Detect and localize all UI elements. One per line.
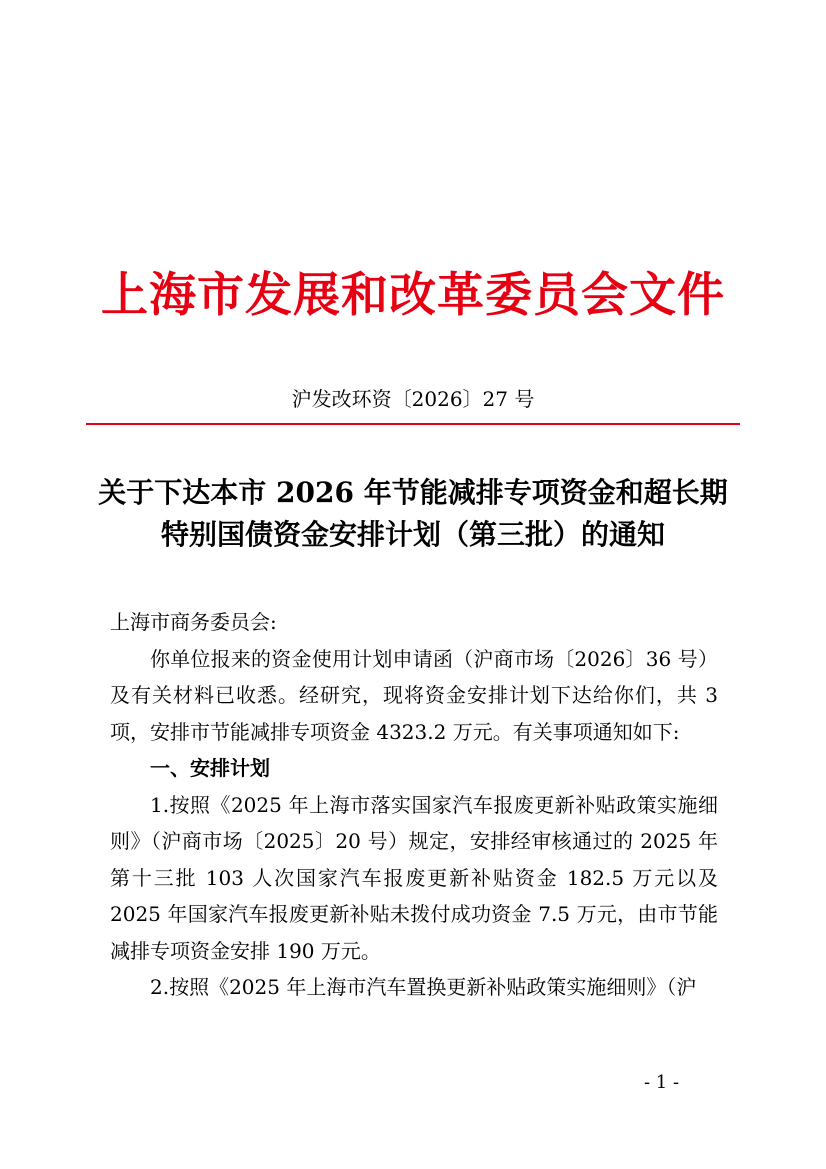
document-body [110,604,718,1006]
document-title [80,472,746,556]
plan-item: 2.按照《2025 年上海市汽车置换更新补贴政策实施细则》（沪 [150,975,697,999]
document-title-line: 特别国债资金安排计划（第三批）的通知 [160,518,665,551]
agency-header-title: 上海市发展和改革委员会文件 [101,268,725,323]
page-number: - 1 - [644,1072,680,1093]
document-number: 沪发改环资〔2026〕27 号 [291,387,535,411]
document-title-line: 关于下达本市 2026 年节能减排专项资金和超长期 [98,476,728,509]
section-heading: 一、安排计划 [150,756,270,780]
red-divider-line [86,423,740,425]
addressee: 上海市商务委员会: [110,610,277,634]
body-paragraph: 你单位报来的资金使用计划申请函（沪商市场〔2026〕36 号）及有关材料已收悉。经研究，现将资金安排计划下达给你们，共 3 项，安排市节能减排专项资金 4323.2 万元。有关事项通知如下: [110,646,718,744]
plan-item: 1.按照《2025 年上海市落实国家汽车报废更新补贴政策实施细则》（沪商市场〔2025〕20 号）规定，安排经审核通过的 2025 年第十三批 103 人次国家汽车报废更新补贴资金 182.5 万元以及 2025 年国家汽车报废更新补贴未拨付成功资金 7.5 万元，由市节能减排专项资金安排 190 万元。 [110,792,718,963]
